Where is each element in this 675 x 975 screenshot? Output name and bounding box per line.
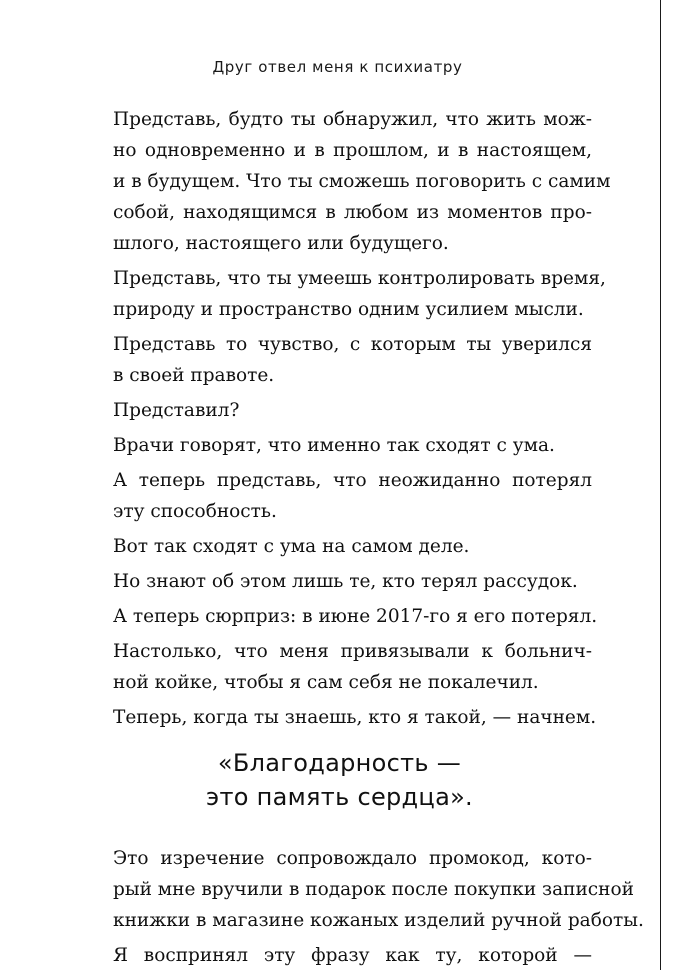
paragraph: [87, 940, 592, 971]
paragraph: [87, 566, 592, 597]
paragraph: [87, 329, 592, 391]
text-line: Я воспринял эту фразу как ту, которой —: [113, 945, 592, 966]
text-line: шлого, настоящего или будущего.: [113, 233, 449, 254]
text-line: А теперь представь, что неожиданно потерял: [113, 470, 592, 491]
text-line: в своей правоте.: [113, 365, 275, 386]
paragraph: [87, 395, 592, 426]
text-line: рый мне вручили в подарок после покупки записной: [113, 879, 634, 900]
running-header: Друг отвел меня к психиатру: [212, 58, 463, 76]
text-line: но одновременно и в прошлом, и в настоящем,: [113, 140, 592, 161]
text-line: А теперь сюрприз: в июне 2017-го я его потерял.: [113, 606, 598, 627]
text-line: природу и пространство одним усилием мысли.: [113, 299, 584, 320]
section-heading-line: это память сердца».: [205, 783, 473, 811]
text-line: Но знают об этом лишь те, кто терял рассудок.: [113, 571, 578, 592]
paragraph: [87, 104, 611, 259]
paragraph: [87, 531, 592, 562]
text-line: эту способность.: [113, 501, 277, 522]
paragraph: [87, 843, 644, 936]
text-line: Представь то чувство, с которым ты уверился: [113, 334, 592, 355]
section-heading-line: «Благодарность —: [217, 749, 462, 777]
text-line: и в будущем. Что ты сможешь поговорить с самим: [113, 171, 611, 192]
text-line: Представь, что ты умеешь контролировать время,: [113, 268, 606, 289]
text-line: Представил?: [113, 400, 240, 421]
paragraph: [87, 430, 592, 461]
paragraph: [87, 702, 597, 733]
text-block-2: [87, 843, 644, 975]
text-line: собой, находящимся в любом из моментов про-: [113, 202, 592, 223]
text-line: Представь, будто ты обнаружил, что жить мож-: [113, 109, 592, 130]
text-line: Настолько, что меня привязывали к больнич-: [113, 641, 592, 662]
page-edge: [660, 0, 675, 970]
paragraph: [87, 601, 598, 632]
text-line: книжки в магазине кожаных изделий ручной работы.: [113, 910, 644, 931]
paragraph: [87, 263, 606, 325]
text-block-1: [87, 104, 611, 737]
paragraph: [87, 636, 592, 698]
text-line: Теперь, когда ты знаешь, кто я такой, — начнем.: [113, 707, 597, 728]
text-line: Это изречение сопровождало промокод, кото-: [113, 848, 592, 869]
text-line: Врачи говорят, что именно так сходят с ума.: [113, 435, 555, 456]
text-line: Вот так сходят с ума на самом деле.: [113, 536, 470, 557]
text-line: ной койке, чтобы я сам себя не покалечил.: [113, 672, 539, 693]
section-heading: [87, 746, 592, 814]
paragraph: [87, 465, 592, 527]
